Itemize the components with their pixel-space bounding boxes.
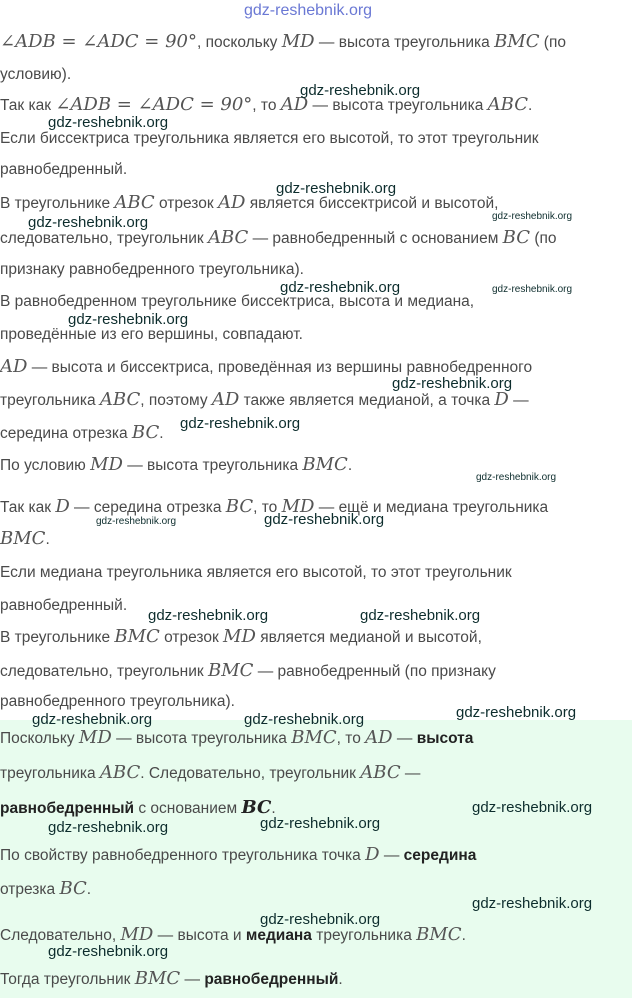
solution-line: Если биссектриса треугольника является его высотой, то этот треугольник bbox=[0, 130, 539, 147]
solution-line: ∠ADB = ∠ADC = 90°, поскольку MD — высота треугольника BMC (по bbox=[0, 31, 566, 52]
summary-line: отрезка BC. bbox=[0, 878, 92, 899]
summary-line: Тогда треугольник BMC — равнобедренный. bbox=[0, 968, 343, 989]
solution-line: середина отрезка BC. bbox=[0, 422, 164, 443]
solution-line: Так как D — середина отрезка BC, то MD — ещё и медиана треугольника bbox=[0, 496, 549, 517]
watermark-text: gdz-reshebnik.org bbox=[260, 815, 381, 832]
solution-line: В треугольнике BMC отрезок MD является медианой и высотой, bbox=[0, 626, 482, 647]
summary-line: Следовательно, MD — высота и медиана треугольника BMC. bbox=[0, 924, 466, 945]
watermark-text: gdz-reshebnik.org bbox=[280, 279, 401, 296]
solution-line: AD — высота и биссектриса, проведённая из вершины равнобедренного bbox=[0, 356, 533, 377]
watermark-text: gdz-reshebnik.org bbox=[492, 211, 573, 222]
summary-line: Поскольку MD — высота треугольника BMC, то AD — высота bbox=[0, 727, 474, 748]
watermark-text: gdz-reshebnik.org bbox=[244, 711, 365, 728]
solution-line: следовательно, треугольник BMC — равнобедренный (по признаку bbox=[0, 660, 496, 681]
solution-line: проведённые из его вершины, совпадают. bbox=[0, 326, 303, 343]
solution-line: Если медиана треугольника является его высотой, то этот треугольник bbox=[0, 564, 512, 581]
watermark-text: gdz-reshebnik.org bbox=[28, 214, 149, 231]
watermark-text: gdz-reshebnik.org bbox=[472, 799, 593, 816]
watermark-text: gdz-reshebnik.org bbox=[456, 704, 577, 721]
solution-line: Так как ∠ADB = ∠ADC = 90°, то AD — высота треугольника ABC. bbox=[0, 94, 533, 115]
solution-line: признаку равнобедренного треугольника). bbox=[0, 261, 304, 278]
watermark-text: gdz-reshebnik.org bbox=[300, 82, 421, 99]
solution-line: В равнобедренном треугольнике биссектриса, высота и медиана, bbox=[0, 293, 475, 310]
solution-line: В треугольнике ABC отрезок AD является биссектрисой и высотой, bbox=[0, 192, 499, 213]
watermark-text: gdz-reshebnik.org bbox=[32, 711, 153, 728]
summary-line: По свойству равнобедренного треугольника точка D — середина bbox=[0, 844, 477, 865]
watermark-text: gdz-reshebnik.org bbox=[276, 180, 397, 197]
solution-line: следовательно, треугольник ABC — равнобедренный с основанием BC (по bbox=[0, 227, 557, 248]
watermark-text: gdz-reshebnik.org bbox=[148, 607, 269, 624]
watermark-text: gdz-reshebnik.org bbox=[48, 943, 169, 960]
solution-line: BMC. bbox=[0, 528, 50, 549]
solution-line: условию). bbox=[0, 66, 72, 83]
watermark-text: gdz-reshebnik.org bbox=[48, 114, 169, 131]
watermark-text: gdz-reshebnik.org bbox=[260, 911, 381, 928]
watermark-text: gdz-reshebnik.org bbox=[244, 2, 373, 19]
watermark-text: gdz-reshebnik.org bbox=[68, 311, 189, 328]
solution-line: равнобедренного треугольника). bbox=[0, 693, 235, 710]
watermark-text: gdz-reshebnik.org bbox=[472, 895, 593, 912]
solution-line: равнобедренный. bbox=[0, 597, 128, 614]
summary-line: равнобедренный с основанием BC. bbox=[0, 797, 276, 818]
watermark-text: gdz-reshebnik.org bbox=[492, 284, 573, 295]
solution-line: треугольника ABC, поэтому AD также является медианой, а точка D — bbox=[0, 389, 529, 410]
solution-line: равнобедренный. bbox=[0, 161, 128, 178]
watermark-text: gdz-reshebnik.org bbox=[264, 511, 385, 528]
summary-line: треугольника ABC. Следовательно, треугольник ABC — bbox=[0, 762, 421, 783]
watermark-text: gdz-reshebnik.org bbox=[360, 607, 481, 624]
watermark-text: gdz-reshebnik.org bbox=[96, 516, 177, 527]
watermark-text: gdz-reshebnik.org bbox=[180, 415, 301, 432]
watermark-text: gdz-reshebnik.org bbox=[48, 819, 169, 836]
watermark-text: gdz-reshebnik.org bbox=[476, 472, 557, 483]
solution-line: По условию MD — высота треугольника BMC. bbox=[0, 454, 353, 475]
watermark-text: gdz-reshebnik.org bbox=[392, 375, 513, 392]
